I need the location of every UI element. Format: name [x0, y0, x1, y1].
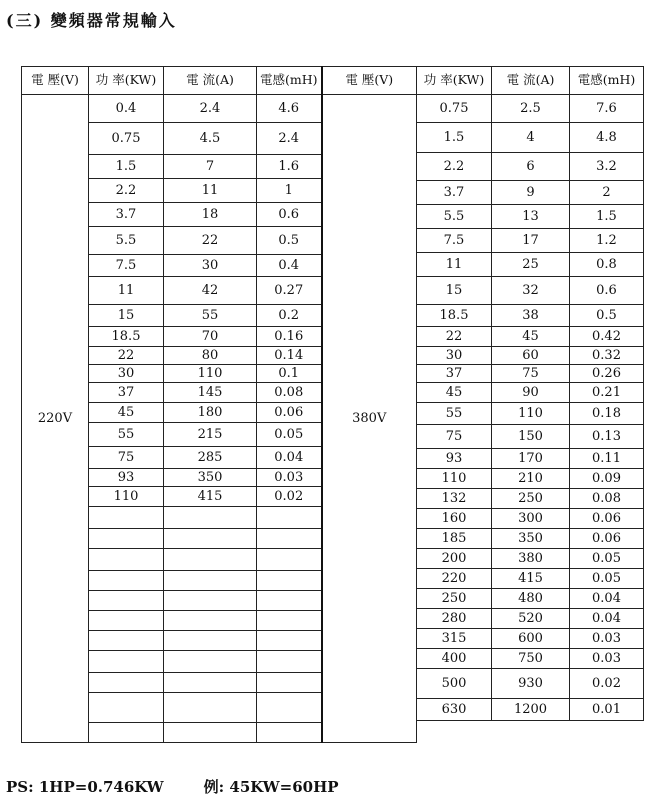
right-inductance-cell: 0.03	[570, 629, 644, 649]
right-inductance-cell: 0.8	[570, 253, 644, 277]
right-inductance-cell: 1.2	[570, 229, 644, 253]
left-power-cell: 110	[89, 487, 164, 507]
right-inductance-cell: 0.05	[570, 549, 644, 569]
left-power-cell: 1.5	[89, 155, 164, 179]
right-current-cell: 170	[492, 449, 570, 469]
left-current-cell: 18	[164, 203, 257, 227]
left-inductance-cell	[257, 631, 322, 651]
left-inductance-cell	[257, 723, 322, 743]
left-current-cell: 4.5	[164, 123, 257, 155]
right-current-cell: 210	[492, 469, 570, 489]
right-inductance-cell: 0.13	[570, 425, 644, 449]
left-inductance-cell: 0.08	[257, 383, 322, 403]
right-power-cell: 0.75	[417, 95, 492, 123]
right-power-cell: 45	[417, 383, 492, 403]
right-power-cell: 18.5	[417, 305, 492, 327]
right-current-cell: 110	[492, 403, 570, 425]
right-inductance-cell: 0.04	[570, 589, 644, 609]
right-inductance-cell: 3.2	[570, 153, 644, 181]
left-inductance-cell	[257, 611, 322, 631]
left-inductance-cell: 0.06	[257, 403, 322, 423]
left-current-cell: 55	[164, 305, 257, 327]
left-inductance-cell	[257, 693, 322, 723]
left-current-cell	[164, 723, 257, 743]
right-power-cell: 55	[417, 403, 492, 425]
page-title: (三) 變頻器常規輸入	[6, 11, 177, 30]
right-current-cell: 32	[492, 277, 570, 305]
right-current-cell: 250	[492, 489, 570, 509]
left-inductance-cell: 0.03	[257, 469, 322, 487]
left-power-cell	[89, 611, 164, 631]
left-current-cell: 70	[164, 327, 257, 347]
right-current-cell: 350	[492, 529, 570, 549]
left-inductance-cell	[257, 507, 322, 529]
left-power-cell: 75	[89, 447, 164, 469]
left-current-cell	[164, 529, 257, 549]
footnote-ps: PS: 1HP=0.746KW	[6, 778, 164, 796]
right-power-cell: 75	[417, 425, 492, 449]
header-left-current: 電 流(A)	[164, 67, 257, 95]
left-power-cell: 2.2	[89, 179, 164, 203]
right-inductance-cell: 0.04	[570, 609, 644, 629]
left-power-cell	[89, 673, 164, 693]
right-power-cell: 280	[417, 609, 492, 629]
right-current-cell: 9	[492, 181, 570, 205]
header-left-inductance: 電感(mH)	[257, 67, 322, 95]
right-current-cell: 150	[492, 425, 570, 449]
right-power-cell: 22	[417, 327, 492, 347]
left-current-cell: 415	[164, 487, 257, 507]
left-current-cell: 110	[164, 365, 257, 383]
right-current-cell: 60	[492, 347, 570, 365]
footnote-example: 例: 45KW=60HP	[203, 778, 339, 796]
right-power-cell: 2.2	[417, 153, 492, 181]
right-inductance-cell: 0.08	[570, 489, 644, 509]
left-inductance-cell	[257, 651, 322, 673]
left-power-cell	[89, 693, 164, 723]
right-inductance-cell: 0.6	[570, 277, 644, 305]
right-current-cell: 1200	[492, 699, 570, 721]
left-inductance-cell: 0.05	[257, 423, 322, 447]
header-left-voltage: 電 壓(V)	[22, 67, 89, 95]
right-power-cell: 315	[417, 629, 492, 649]
left-inductance-cell: 2.4	[257, 123, 322, 155]
left-power-cell: 45	[89, 403, 164, 423]
right-inductance-cell: 0.09	[570, 469, 644, 489]
table-row	[22, 95, 644, 123]
right-inductance-cell: 0.5	[570, 305, 644, 327]
right-voltage-cell: 380V	[322, 95, 417, 743]
right-power-cell: 3.7	[417, 181, 492, 205]
right-current-cell: 38	[492, 305, 570, 327]
left-inductance-cell: 1	[257, 179, 322, 203]
left-inductance-cell: 0.5	[257, 227, 322, 255]
right-inductance-cell: 1.5	[570, 205, 644, 229]
header-right-inductance: 電感(mH)	[570, 67, 644, 95]
right-power-cell: 200	[417, 549, 492, 569]
left-power-cell: 7.5	[89, 255, 164, 277]
right-power-cell: 11	[417, 253, 492, 277]
left-current-cell	[164, 591, 257, 611]
left-inductance-cell: 1.6	[257, 155, 322, 179]
right-current-cell: 45	[492, 327, 570, 347]
left-inductance-cell: 0.27	[257, 277, 322, 305]
right-power-cell: 400	[417, 649, 492, 669]
right-current-cell: 2.5	[492, 95, 570, 123]
right-power-cell: 630	[417, 699, 492, 721]
footnote	[6, 776, 339, 797]
left-power-cell	[89, 571, 164, 591]
left-inductance-cell	[257, 529, 322, 549]
left-current-cell	[164, 611, 257, 631]
right-power-cell: 93	[417, 449, 492, 469]
right-power-cell: 37	[417, 365, 492, 383]
left-power-cell: 55	[89, 423, 164, 447]
left-current-cell: 7	[164, 155, 257, 179]
right-current-cell: 4	[492, 123, 570, 153]
header-right-power: 功 率(KW)	[417, 67, 492, 95]
left-power-cell	[89, 631, 164, 651]
right-power-cell: 500	[417, 669, 492, 699]
left-current-cell	[164, 571, 257, 591]
left-power-cell: 11	[89, 277, 164, 305]
right-current-cell: 6	[492, 153, 570, 181]
left-power-cell: 37	[89, 383, 164, 403]
left-current-cell	[164, 631, 257, 651]
left-current-cell: 350	[164, 469, 257, 487]
right-inductance-cell: 7.6	[570, 95, 644, 123]
right-inductance-cell: 0.03	[570, 649, 644, 669]
left-inductance-cell: 0.16	[257, 327, 322, 347]
left-current-cell: 80	[164, 347, 257, 365]
left-inductance-cell	[257, 673, 322, 693]
left-inductance-cell	[257, 591, 322, 611]
left-inductance-cell: 0.04	[257, 447, 322, 469]
left-power-cell: 3.7	[89, 203, 164, 227]
left-inductance-cell: 0.1	[257, 365, 322, 383]
left-current-cell: 215	[164, 423, 257, 447]
right-current-cell: 520	[492, 609, 570, 629]
left-inductance-cell: 0.14	[257, 347, 322, 365]
left-power-cell	[89, 549, 164, 571]
left-power-cell	[89, 529, 164, 549]
left-inductance-cell: 0.4	[257, 255, 322, 277]
left-power-cell: 15	[89, 305, 164, 327]
right-current-cell: 380	[492, 549, 570, 569]
right-current-cell: 13	[492, 205, 570, 229]
right-current-cell: 25	[492, 253, 570, 277]
left-power-cell: 0.75	[89, 123, 164, 155]
inductance-spec-table	[21, 66, 644, 743]
header-right-current: 電 流(A)	[492, 67, 570, 95]
left-inductance-cell: 0.2	[257, 305, 322, 327]
left-current-cell: 42	[164, 277, 257, 305]
right-power-cell: 250	[417, 589, 492, 609]
right-current-cell: 300	[492, 509, 570, 529]
left-power-cell	[89, 651, 164, 673]
left-power-cell	[89, 591, 164, 611]
left-inductance-cell	[257, 571, 322, 591]
right-inductance-cell: 0.18	[570, 403, 644, 425]
left-power-cell: 5.5	[89, 227, 164, 255]
left-current-cell: 22	[164, 227, 257, 255]
left-power-cell: 93	[89, 469, 164, 487]
left-power-cell: 22	[89, 347, 164, 365]
right-current-cell: 480	[492, 589, 570, 609]
left-power-cell: 18.5	[89, 327, 164, 347]
right-power-cell: 15	[417, 277, 492, 305]
header-right-voltage: 電 壓(V)	[322, 67, 417, 95]
right-current-cell: 75	[492, 365, 570, 383]
left-inductance-cell: 4.6	[257, 95, 322, 123]
header-left-power: 功 率(KW)	[89, 67, 164, 95]
right-current-cell: 600	[492, 629, 570, 649]
left-current-cell: 180	[164, 403, 257, 423]
right-current-cell: 930	[492, 669, 570, 699]
left-current-cell	[164, 673, 257, 693]
left-power-cell	[89, 723, 164, 743]
left-current-cell: 30	[164, 255, 257, 277]
left-current-cell: 285	[164, 447, 257, 469]
right-power-cell: 7.5	[417, 229, 492, 253]
left-inductance-cell: 0.6	[257, 203, 322, 227]
right-inductance-cell: 0.11	[570, 449, 644, 469]
left-current-cell	[164, 507, 257, 529]
right-inductance-cell: 0.21	[570, 383, 644, 403]
right-power-cell: 110	[417, 469, 492, 489]
left-current-cell: 145	[164, 383, 257, 403]
left-inductance-cell	[257, 549, 322, 571]
right-inductance-cell: 0.42	[570, 327, 644, 347]
left-power-cell: 30	[89, 365, 164, 383]
right-inductance-cell: 0.02	[570, 669, 644, 699]
right-current-cell: 415	[492, 569, 570, 589]
right-power-cell: 132	[417, 489, 492, 509]
right-inductance-cell: 4.8	[570, 123, 644, 153]
right-inductance-cell: 0.06	[570, 509, 644, 529]
right-power-cell: 220	[417, 569, 492, 589]
left-current-cell: 2.4	[164, 95, 257, 123]
right-inductance-cell: 2	[570, 181, 644, 205]
right-power-cell: 1.5	[417, 123, 492, 153]
left-voltage-cell: 220V	[22, 95, 89, 743]
right-power-cell: 30	[417, 347, 492, 365]
right-inductance-cell: 0.06	[570, 529, 644, 549]
right-inductance-cell: 0.26	[570, 365, 644, 383]
table-header-row	[22, 67, 644, 95]
right-current-cell: 90	[492, 383, 570, 403]
right-inductance-cell: 0.32	[570, 347, 644, 365]
left-current-cell: 11	[164, 179, 257, 203]
right-inductance-cell: 0.01	[570, 699, 644, 721]
right-current-cell: 750	[492, 649, 570, 669]
left-current-cell	[164, 693, 257, 723]
right-power-cell: 160	[417, 509, 492, 529]
right-current-cell: 17	[492, 229, 570, 253]
left-power-cell: 0.4	[89, 95, 164, 123]
right-power-cell: 5.5	[417, 205, 492, 229]
left-inductance-cell: 0.02	[257, 487, 322, 507]
right-power-cell: 185	[417, 529, 492, 549]
left-current-cell	[164, 651, 257, 673]
right-inductance-cell: 0.05	[570, 569, 644, 589]
left-current-cell	[164, 549, 257, 571]
left-power-cell	[89, 507, 164, 529]
